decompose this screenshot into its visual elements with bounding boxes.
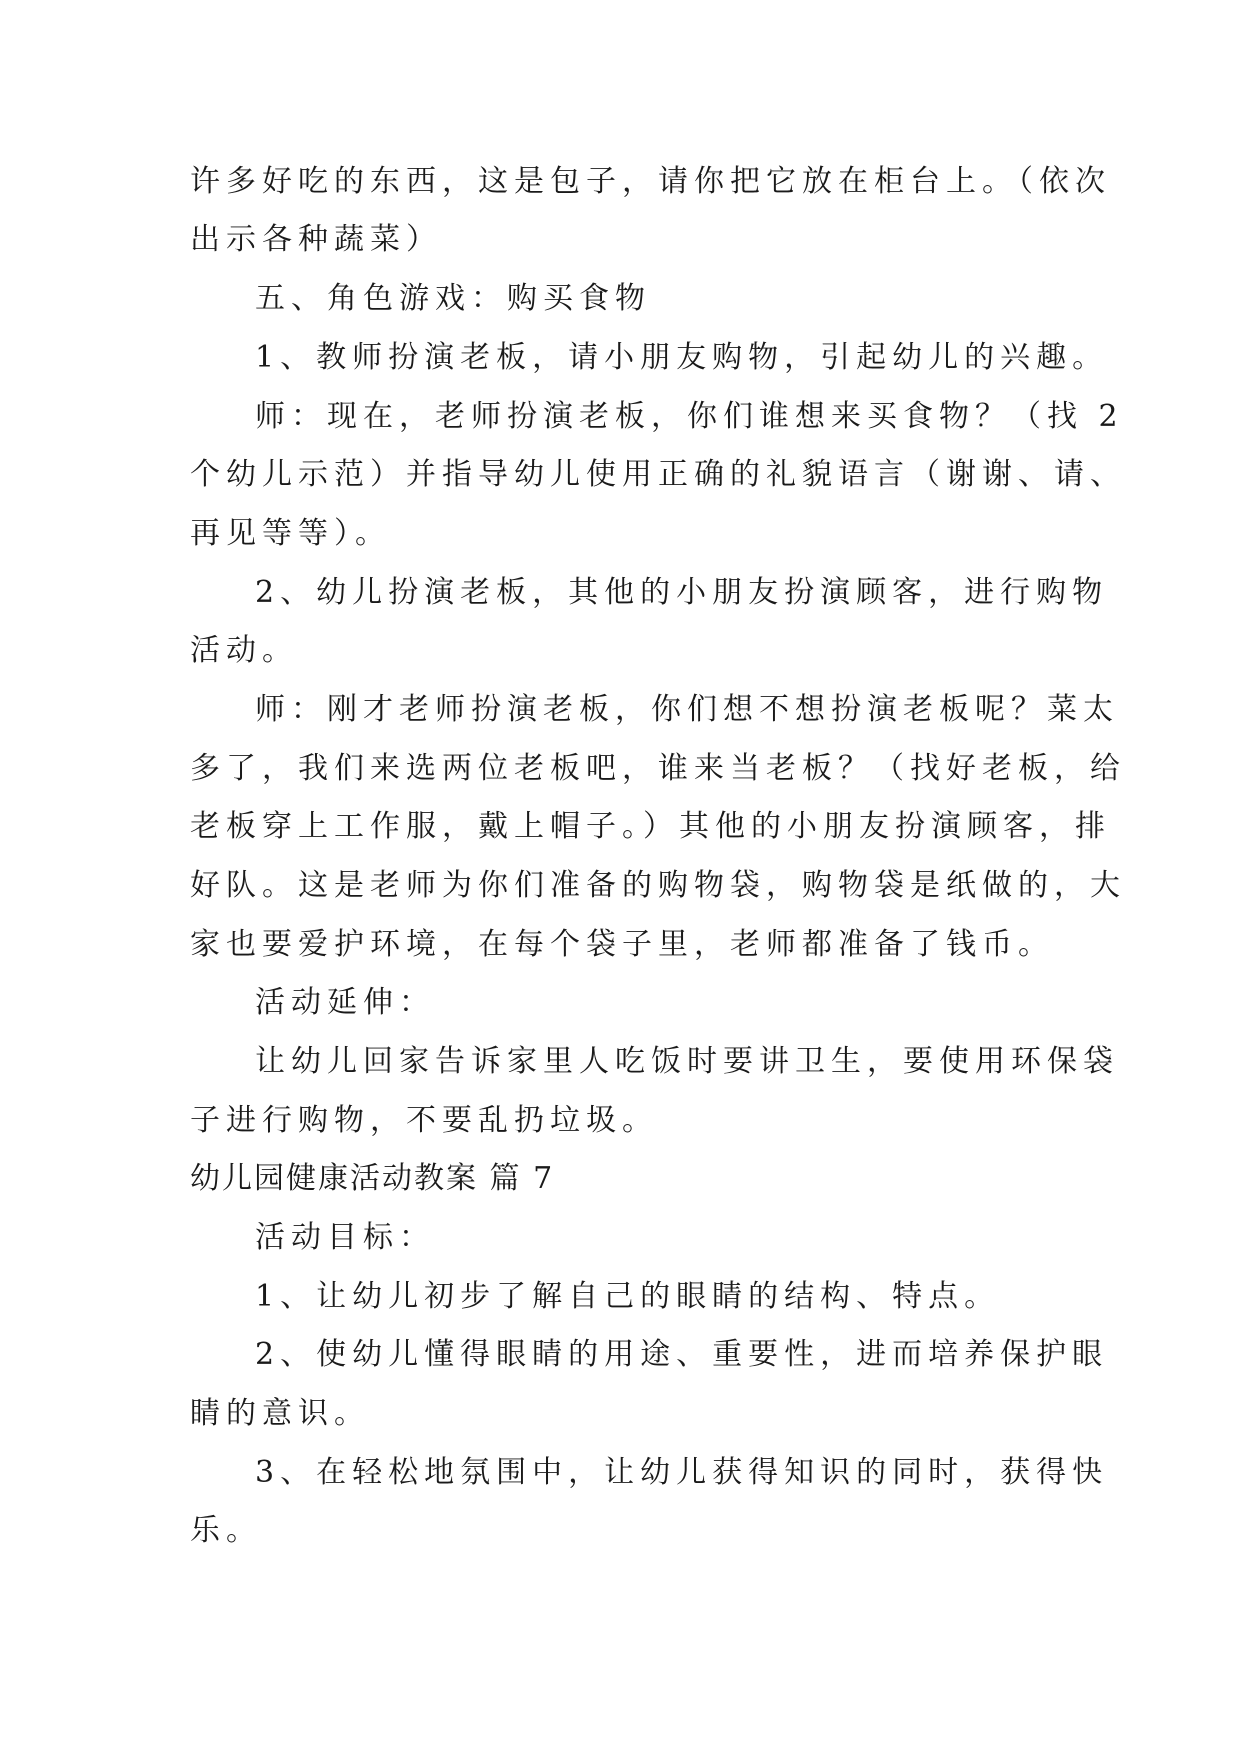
paragraph-line: 个幼儿示范）并指导幼儿使用正确的礼貌语言（谢谢、请、: [190, 457, 1126, 492]
section-heading: 五、角色游戏：购买食物: [255, 281, 651, 316]
paragraph-line: 多了，我们来选两位老板吧，谁来当老板？（找好老板，给: [190, 751, 1126, 786]
paragraph-line: 2、使幼儿懂得眼睛的用途、重要性，进而培养保护眼: [255, 1337, 1109, 1372]
paragraph-line: 让幼儿回家告诉家里人吃饭时要讲卫生，要使用环保袋: [255, 1044, 1119, 1079]
paragraph-line: 乐。: [190, 1513, 262, 1548]
paragraph-line: 许多好吃的东西，这是包子，请你把它放在柜台上。（依次: [190, 164, 1111, 199]
section-heading: 活动延伸：: [255, 985, 435, 1020]
paragraph-line: 子进行购物，不要乱扔垃圾。: [190, 1103, 658, 1138]
document-title: 幼儿园健康活动教案 篇 7: [190, 1161, 555, 1196]
paragraph-line: 睛的意识。: [190, 1396, 370, 1431]
paragraph-line: 好队。这是老师为你们准备的购物袋，购物袋是纸做的，大: [190, 868, 1126, 903]
paragraph-line: 师：刚才老师扮演老板，你们想不想扮演老板呢？菜太: [255, 692, 1119, 727]
paragraph-line: 老板穿上工作服，戴上帽子。）其他的小朋友扮演顾客，排: [190, 809, 1111, 844]
paragraph-line: 1、让幼儿初步了解自己的眼睛的结构、特点。: [255, 1279, 1001, 1314]
paragraph-line: 3、在轻松地氛围中，让幼儿获得知识的同时，获得快: [255, 1455, 1109, 1490]
paragraph-line: 出示各种蔬菜）: [190, 222, 442, 257]
paragraph-line: 家也要爱护环境，在每个袋子里，老师都准备了钱币。: [190, 927, 1054, 962]
paragraph-line: 活动。: [190, 633, 298, 668]
section-heading: 活动目标：: [255, 1220, 435, 1255]
paragraph-line: 2、幼儿扮演老板，其他的小朋友扮演顾客，进行购物: [255, 575, 1109, 610]
paragraph-line: 师：现在，老师扮演老板，你们谁想来买食物？（找 2: [255, 399, 1124, 434]
paragraph-line: 1、教师扮演老板，请小朋友购物，引起幼儿的兴趣。: [255, 340, 1109, 375]
paragraph-line: 再见等等）。: [190, 516, 391, 551]
